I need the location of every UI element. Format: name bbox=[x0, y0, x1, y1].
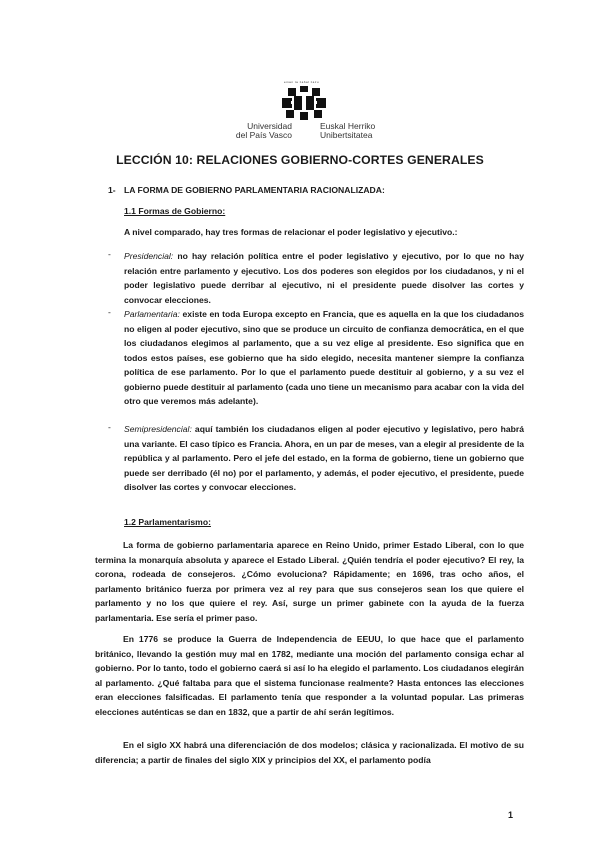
paragraph-origins: La forma de gobierno parlamentaria aparece en Reino Unido, primer Estado Liberal, con lo que termina la monarquía absoluta y aparece el Estado Liberal. ¿Quién tendría el poder ejecutivo? El rey, la corona, rodeada de consejeros. ¿Cómo evoluciona? Rápidamente; en 1696, tras ocho años, el parlamento británico fuerza por primera vez al rey para que sus consejeros sean los que quiere el parlamento y no los que quiere el rey. Así, surge un primer gabinete con la ayuda de la fuerza parlamentaria. Ese sería el primer paso. bbox=[95, 540, 524, 623]
subsection-heading-1-1: 1.1 Formas de Gobierno: bbox=[124, 206, 226, 216]
bullet-dash: - bbox=[108, 249, 111, 259]
bullet-semipresidencial: Semipresidencial: aquí también los ciudadanos eligen al poder ejecutivo y legislativo, pero habrá una variante. El caso típico es Francia. Ahora, en un par de meses, van a elegir al presidente de la república y al parlamento. Pero el jefe del estado, en la forma de gobierno, tiene un gobierno que puede ser derribado (él no) por el parlamento, y además, el poder ejecutivo, el presidente, puede disolver las cortes y convocar elecciones. bbox=[124, 424, 524, 492]
intro-text: A nivel comparado, hay tres formas de relacionar el poder legislativo y ejecutivo.: bbox=[124, 227, 458, 237]
paragraph-siglo-xx: En el siglo XX habrá una diferenciación de dos modelos; clásica y racionalizada. El motivo de su diferencia; a partir de finales del siglo XIX y principios del XX, el parlamento podía bbox=[95, 740, 524, 765]
university-logo bbox=[232, 80, 392, 142]
logo-basque-name: Euskal Herriko Unibertsitatea bbox=[320, 121, 376, 140]
university-emblem-icon bbox=[280, 86, 328, 120]
bullet-dash: - bbox=[108, 307, 111, 317]
section-number: 1- bbox=[108, 185, 116, 195]
bullet-parlamentaria: Parlamentaria: existe en toda Europa excepto en Francia, que es aquella en la que los ciudadanos no eligen al poder ejecutivo, sino que se produce un circuito de confianza democrática, en el que los ciudadanos elegimos al parlamento, que a su vez elige al presidente. Eso significa que en todos estos países, ese gobierno que ha sido elegido, necesita mantener siempre la confianza política de ese parlamento. Por lo que el parlamento puede destituir al gobierno, y a su vez el gobierno puede destituir al parlamento (cada uno tiene un mecanismo para acabar con la vida del otro que veremos más adelante). bbox=[124, 309, 524, 406]
logo-motto: eman ta zabal zazu bbox=[284, 80, 320, 84]
bullet-presidencial: Presidencial: no hay relación política entre el poder legislativo y ejecutivo, por lo que no hay relación entre parlamento y ejecutivo. Los dos poderes son elegidos por los ciudadanos, y ni el poder legislativo puede derribar al ejecutivo, ni el presidente puede disolver las cortes y convocar elecciones. bbox=[124, 251, 524, 305]
paragraph-1776: En 1776 se produce la Guerra de Independencia de EEUU, lo que hace que el parlamento británico, llevando la gestión muy mal en 1782, mediante una moción del parlamento consiga echar al gobierno. Por lo tanto, todo el gobierno caerá si así lo ha elegido el parlamento. Los ciudadanos elegirán al parlamento. ¿Qué faltaba para que el sistema funcionase realmente? Hasta entonces las elecciones eran elecciones falsificadas. El parlamento tenía que responder a la voluntad popular. Las primeras elecciones auténticas se dan en 1832, que a partir de ahí serán legítimos. bbox=[95, 634, 524, 717]
lesson-title: LECCIÓN 10: RELACIONES GOBIERNO-CORTES GENERALES bbox=[116, 153, 484, 167]
section-title: LA FORMA DE GOBIERNO PARLAMENTARIA RACIONALIZADA: bbox=[124, 185, 385, 195]
logo-spanish-name: Universidad del País Vasco bbox=[235, 121, 292, 140]
page-number: 1 bbox=[508, 810, 514, 820]
subsection-heading-1-2: 1.2 Parlamentarismo: bbox=[124, 517, 211, 527]
bullet-dash: - bbox=[108, 422, 111, 432]
